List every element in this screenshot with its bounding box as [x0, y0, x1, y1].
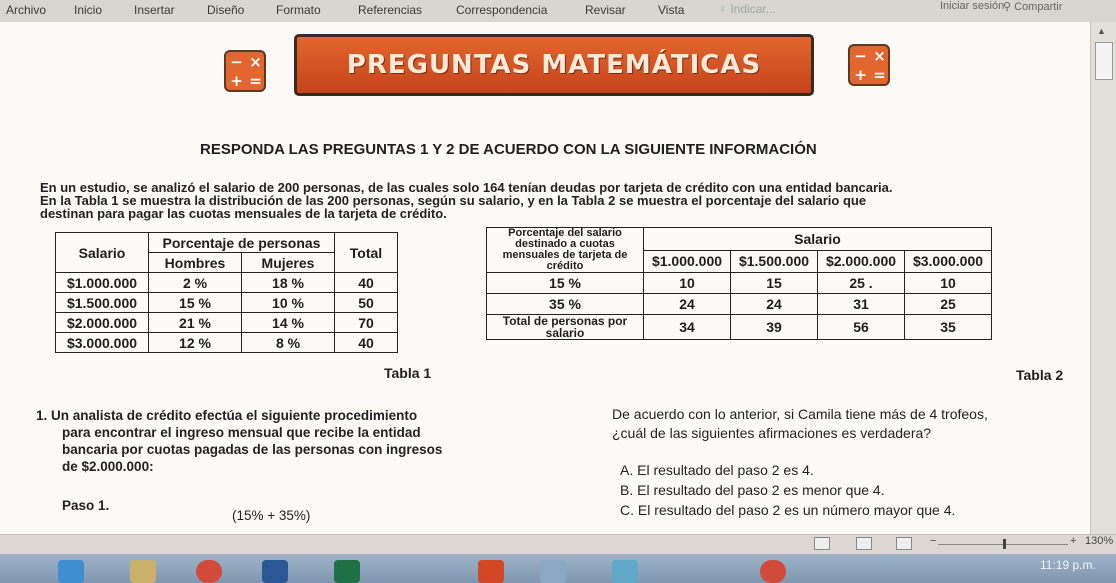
zoom-out-button[interactable]: − [930, 535, 937, 547]
vertical-scrollbar[interactable] [1090, 22, 1116, 534]
share-label: Compartir [1014, 1, 1063, 13]
step-label: Paso 1. [62, 498, 110, 513]
share-button[interactable] [1003, 0, 1062, 13]
t2-salary-header: $1.000.000 [644, 250, 731, 273]
section-heading: RESPONDA LAS PREGUNTAS 1 Y 2 DE ACUERDO CON LA SIGUIENTE INFORMACIÓN [200, 141, 817, 158]
web-layout-icon[interactable] [896, 537, 912, 550]
t2-cell: 15 % [487, 273, 644, 294]
option-c: C. El resultado del paso 2 es un número mayor que 4. [620, 502, 956, 518]
question2-line-2: ¿cuál de las siguientes afirmaciones es verdadera? [612, 425, 932, 441]
powerpoint-icon[interactable] [478, 560, 504, 583]
t1-cell: 8 % [242, 333, 335, 353]
table-1 [55, 232, 398, 353]
equals-glyph: = [873, 66, 886, 84]
intro-line-1: En un estudio, se analizó el salario de 200 personas, de las cuales solo 164 tenían deudas por tarjeta de crédito con una entidad bancaria. [40, 180, 893, 195]
t1-cell: 40 [335, 273, 398, 293]
t2-salary-header: $2.000.000 [818, 250, 905, 273]
question1-line-1: 1. Un analista de crédito efectúa el siguiente procedimiento [36, 408, 418, 423]
print-layout-icon[interactable] [856, 537, 872, 550]
t2-cell: 10 [644, 273, 731, 294]
t2-cell: 56 [818, 315, 905, 340]
tell-me-input[interactable] [718, 2, 776, 16]
tab-insertar[interactable]: Insertar [134, 3, 175, 17]
t1-cell: $2.000.000 [56, 313, 149, 333]
chrome-icon[interactable] [196, 560, 222, 583]
t2-cell: 24 [644, 294, 731, 315]
times-glyph: × [249, 53, 262, 71]
scroll-up-icon[interactable]: ▲ [1097, 26, 1106, 36]
tab-archivo[interactable]: Archivo [6, 3, 47, 17]
question1-line-3: bancaria por cuotas pagadas de las personas con ingresos [62, 442, 443, 457]
equals-glyph: = [249, 72, 262, 90]
tab-referencias[interactable]: Referencias [358, 3, 423, 17]
tell-me-placeholder: Indicar... [730, 2, 776, 16]
times-glyph: × [873, 47, 886, 65]
page-title: PREGUNTAS MATEMÁTICAS [346, 50, 762, 80]
t1-cell: 15 % [149, 293, 242, 313]
minus-glyph: − [854, 47, 867, 65]
tab-correspondencia[interactable]: Correspondencia [456, 3, 548, 17]
document-page[interactable] [0, 22, 1090, 534]
t1-cell: 40 [335, 333, 398, 353]
table-row [487, 315, 992, 340]
table-row [56, 333, 398, 353]
intro-line-3: destinan para pagar las cuotas mensuales de la tarjeta de crédito. [40, 206, 447, 221]
t2-cell: 39 [731, 315, 818, 340]
t2-salary-header: $3.000.000 [905, 250, 992, 273]
t2-cell: 31 [818, 294, 905, 315]
excel-icon[interactable] [334, 560, 360, 583]
t2-cell: 10 [905, 273, 992, 294]
t1-header-porcentaje: Porcentaje de personas [149, 233, 335, 253]
minus-glyph: − [230, 53, 243, 71]
tab-diseno[interactable]: Diseño [207, 3, 245, 17]
t1-header-mujeres: Mujeres [242, 253, 335, 273]
table-row [487, 273, 992, 294]
t2-total-label: Total de personas por salario [487, 315, 644, 340]
t2-salary-header: $1.500.000 [731, 250, 818, 273]
t1-cell: 12 % [149, 333, 242, 353]
t2-cell: 25 . [818, 273, 905, 294]
math-operators-icon-left [224, 50, 266, 92]
question1-line-2: para encontrar el ingreso mensual que recibe la entidad [62, 425, 421, 440]
t1-header-total: Total [335, 233, 398, 273]
scroll-thumb[interactable] [1095, 42, 1113, 80]
t1-cell: 21 % [149, 313, 242, 333]
ie-icon[interactable] [58, 560, 84, 583]
lightbulb-icon: ♀ [718, 2, 731, 16]
chrome-icon-2[interactable] [760, 560, 786, 583]
t1-cell: $3.000.000 [56, 333, 149, 353]
word-icon[interactable] [262, 560, 288, 583]
formula: (15% + 35%) [232, 508, 311, 523]
t1-cell: 10 % [242, 293, 335, 313]
option-b: B. El resultado del paso 2 es menor que 4. [620, 482, 885, 498]
t2-header-salario: Salario [644, 228, 992, 251]
zoom-slider-thumb[interactable] [1003, 539, 1006, 549]
tab-vista[interactable]: Vista [658, 3, 685, 17]
t1-cell: 2 % [149, 273, 242, 293]
t2-header-porcentaje: Porcentaje del salario destinado a cuotas mensuales de tarjeta de crédito [487, 228, 644, 273]
app-icon[interactable] [612, 560, 638, 583]
zoom-level[interactable]: 130% [1085, 535, 1114, 547]
read-mode-icon[interactable] [814, 537, 830, 550]
math-operators-icon-right [848, 44, 890, 86]
table-row [56, 313, 398, 333]
t1-header-salario: Salario [56, 233, 149, 273]
t2-cell: 15 [731, 273, 818, 294]
table-2-caption: Tabla 2 [1016, 367, 1064, 383]
t1-cell: 70 [335, 313, 398, 333]
t2-cell: 34 [644, 315, 731, 340]
plus-glyph: + [854, 66, 867, 84]
share-icon: ⚲ [1003, 1, 1015, 13]
table-1-caption: Tabla 1 [384, 365, 432, 381]
tab-formato[interactable]: Formato [276, 3, 321, 17]
t2-cell: 35 [905, 315, 992, 340]
t1-header-hombres: Hombres [149, 253, 242, 273]
t1-cell: $1.000.000 [56, 273, 149, 293]
t2-cell: 24 [731, 294, 818, 315]
t1-cell: $1.500.000 [56, 293, 149, 313]
table-row [56, 293, 398, 313]
sign-in-link[interactable]: Iniciar sesión [940, 0, 1005, 12]
clock[interactable]: 11:19 p.m. [1040, 558, 1096, 572]
zoom-in-button[interactable]: + [1070, 535, 1077, 547]
intro-line-2: En la Tabla 1 se muestra la distribución de las 200 personas, según su salario, y en la Tabla 2 se muestra el porcentaje del salario que [40, 193, 867, 208]
t1-cell: 18 % [242, 273, 335, 293]
title-banner [294, 34, 814, 96]
table-row [56, 273, 398, 293]
t2-cell: 35 % [487, 294, 644, 315]
question1-line-4: de $2.000.000: [62, 459, 154, 474]
t2-cell: 25 [905, 294, 992, 315]
plus-glyph: + [230, 72, 243, 90]
t1-cell: 50 [335, 293, 398, 313]
question2-line-1: De acuerdo con lo anterior, si Camila tiene más de 4 trofeos, [612, 406, 988, 422]
media-icon[interactable] [540, 560, 566, 583]
option-a: A. El resultado del paso 2 es 4. [620, 462, 814, 478]
ribbon [0, 0, 1116, 23]
table-2 [486, 227, 992, 340]
tab-inicio[interactable]: Inicio [74, 3, 103, 17]
t1-cell: 14 % [242, 313, 335, 333]
tab-revisar[interactable]: Revisar [585, 3, 626, 17]
folder-icon[interactable] [130, 560, 156, 583]
table-row [487, 294, 992, 315]
